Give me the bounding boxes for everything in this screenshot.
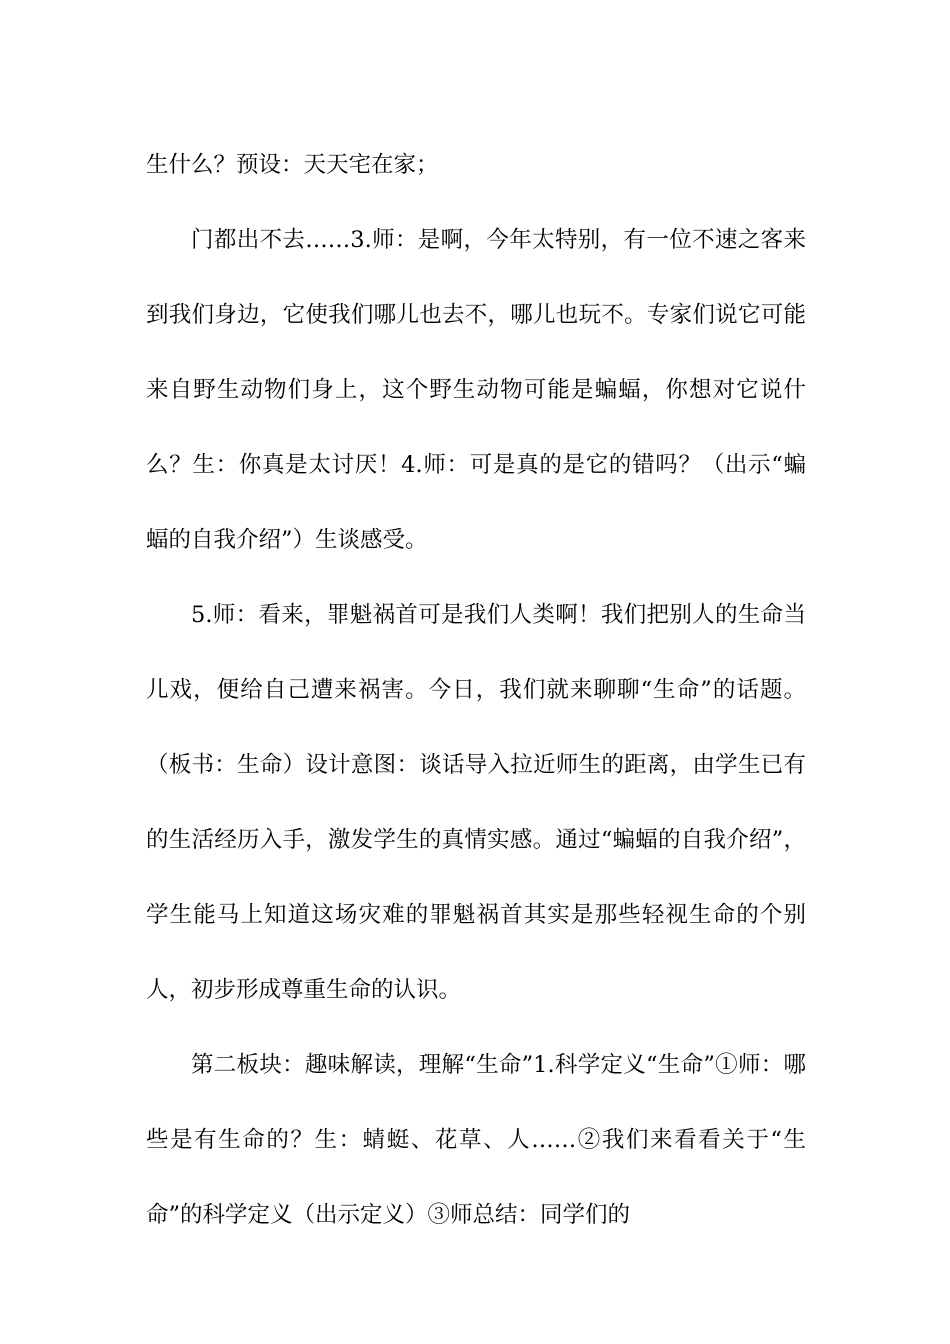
paragraph-3: 5.师：看来，罪魁祸首可是我们人类啊！我们把别人的生命当儿戏，便给自己遭来祸害。今日，我们就来聊聊“生命”的话题。（板书：生命）设计意图：谈话导入拉近师生的距离，由学生已有的生活经历入手，激发学生的真情实感。通过“蝙蝠的自我介绍”，学生能马上知道这场灾难的罪魁祸首其实是那些轻视生命的个别人，初步形成尊重生命的认识。 bbox=[146, 602, 806, 1003]
paragraph-2: 门都出不去……3.师：是啊，今年太特别，有一位不速之客来到我们身边，它使我们哪儿也去不，哪儿也玩不。专家们说它可能来自野生动物们身上，这个野生动物可能是蝙蝠，你想对它说什么？生：你真是太讨厌！4.师：可是真的是它的错吗？（出示“蝙蝠的自我介绍”）生谈感受。 bbox=[146, 227, 806, 553]
document-body bbox=[146, 128, 806, 1253]
paragraph-4: 第二板块：趣味解读，理解“生命”1.科学定义“生命”①师：哪些是有生命的？生：蜻蜓、花草、人……②我们来看看关于“生命”的科学定义（出示定义）③师总结：同学们的 bbox=[146, 1052, 806, 1228]
paragraph-1: 生什么？预设：天天宅在家； bbox=[146, 152, 439, 178]
